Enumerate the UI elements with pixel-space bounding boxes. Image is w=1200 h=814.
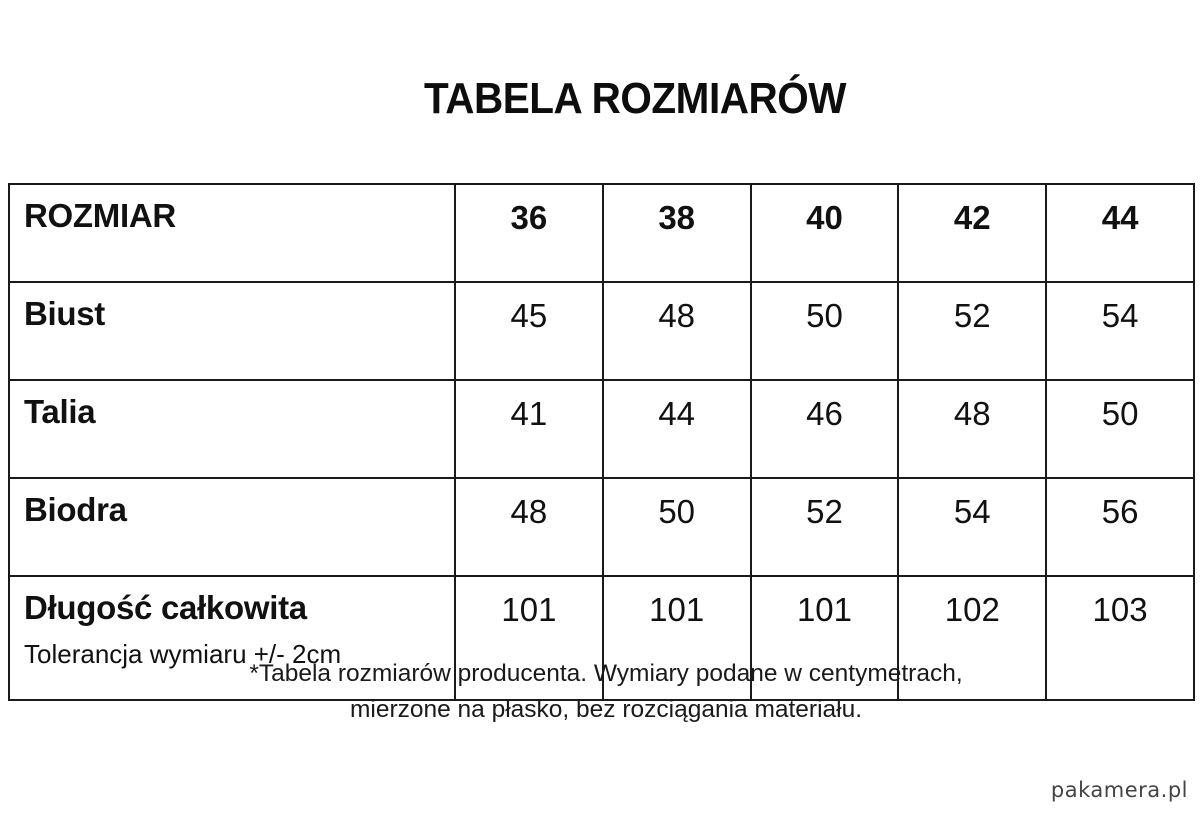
table-header-row: [9, 184, 1194, 282]
table-cell: 103: [1046, 576, 1194, 700]
size-header-40: 40: [751, 184, 899, 282]
table-cell: 102: [898, 576, 1046, 700]
header-label: ROZMIAR: [9, 184, 455, 282]
table-cell: 48: [603, 282, 751, 380]
table-row-biodra: [9, 478, 1194, 576]
table-cell: 52: [751, 478, 899, 576]
table-cell: 46: [751, 380, 899, 478]
table-cell: 41: [455, 380, 603, 478]
table-cell: 50: [603, 478, 751, 576]
watermark-logo: pakamera.pl: [1050, 778, 1188, 802]
table-cell: 45: [455, 282, 603, 380]
table-cell: 48: [898, 380, 1046, 478]
page-title: TABELA ROZMIARÓW: [423, 74, 847, 123]
table-cell: 54: [1046, 282, 1194, 380]
row-label-biust: Biust: [9, 282, 455, 380]
row-label-dlugosc-text: Długość całkowita: [24, 589, 307, 626]
footnote: [0, 656, 1200, 728]
size-header-38: 38: [603, 184, 751, 282]
size-header-42: 42: [898, 184, 1046, 282]
table-cell: 50: [1046, 380, 1194, 478]
table-cell: 54: [898, 478, 1046, 576]
tolerance-note: Tolerancja wymiaru +/- 2cm: [24, 639, 342, 669]
size-header-44: 44: [1046, 184, 1194, 282]
table-row-talia: [9, 380, 1194, 478]
table-cell: 101: [751, 576, 899, 700]
row-label-talia: Talia: [9, 380, 455, 478]
table-cell: 52: [898, 282, 1046, 380]
table-cell: 50: [751, 282, 899, 380]
table-cell: 101: [455, 576, 603, 700]
row-label-biodra: Biodra: [9, 478, 455, 576]
size-table: [8, 183, 1195, 701]
table-cell: 48: [455, 478, 603, 576]
table-cell: 101: [603, 576, 751, 700]
table-cell: 44: [603, 380, 751, 478]
footnote-line-1: *Tabela rozmiarów producenta. Wymiary podane w centymetrach,: [249, 660, 963, 687]
size-header-36: 36: [455, 184, 603, 282]
table-row-biust: [9, 282, 1194, 380]
table-cell: 56: [1046, 478, 1194, 576]
footnote-line-2: mierzone na płasko, bez rozciągania materiału.: [349, 696, 863, 723]
